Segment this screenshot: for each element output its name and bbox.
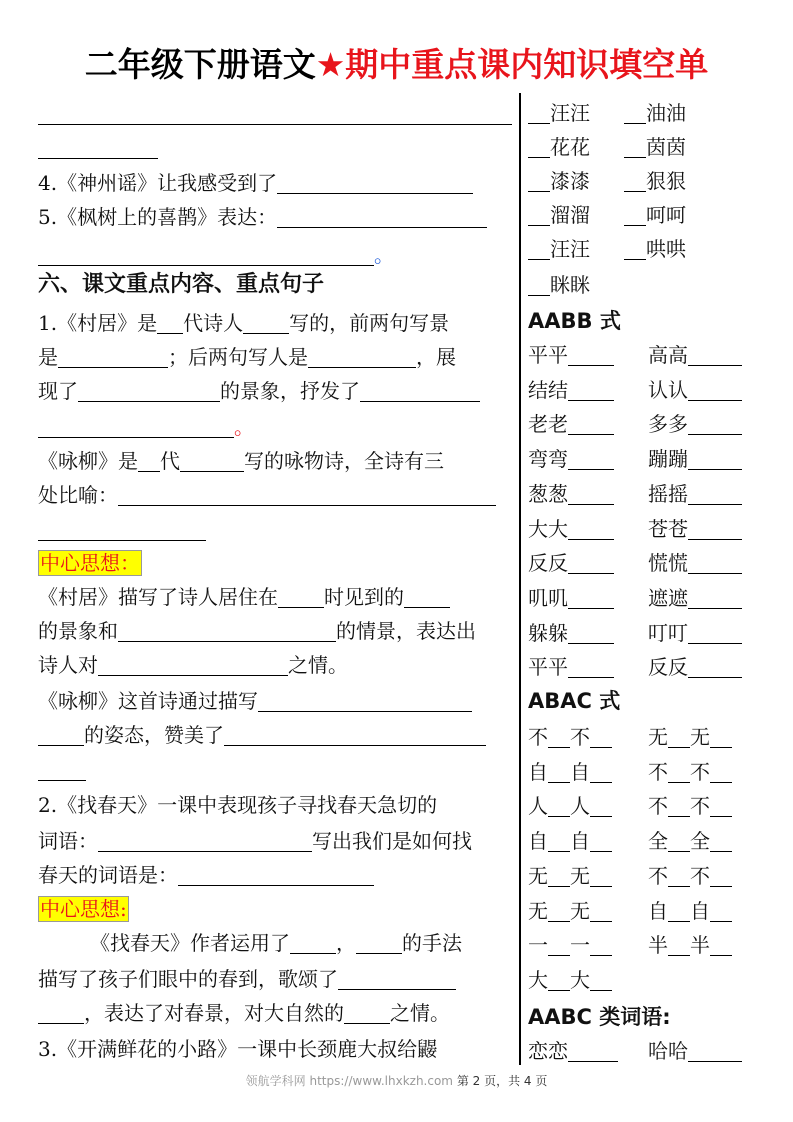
center-1 (38, 580, 450, 614)
blank[interactable] (277, 171, 473, 194)
blank[interactable] (688, 412, 742, 435)
blank[interactable] (668, 864, 690, 887)
blank[interactable] (624, 237, 646, 260)
abac-item (528, 928, 612, 962)
blank[interactable] (590, 760, 612, 783)
blank[interactable] (688, 378, 742, 401)
word: 不 (648, 794, 668, 819)
center-2-line-3 (38, 996, 450, 1030)
blank[interactable] (548, 933, 570, 956)
text: 现了 (38, 379, 78, 403)
section-heading: 六、课文重点内容、重点句子 (38, 272, 325, 297)
word: 自 (528, 759, 548, 784)
word-row (624, 232, 686, 266)
word: 半 (690, 933, 710, 958)
word: 汪汪 (550, 237, 590, 261)
abac-item (648, 859, 732, 893)
question-3: 3.《开满鲜花的小路》一课中长颈鹿大叔给鼹 (38, 1037, 438, 1061)
blank[interactable] (338, 967, 456, 990)
word: 不 (690, 759, 710, 784)
center-idea-highlight: 中心思想: (40, 897, 127, 921)
word: 大大 (528, 516, 568, 541)
sentence-6 (38, 478, 496, 512)
abac-item (528, 894, 612, 928)
blank[interactable] (688, 551, 742, 574)
abac-item (528, 789, 612, 823)
sentence-4 (38, 410, 254, 444)
aabb-item (648, 581, 742, 615)
center-3 (38, 648, 348, 682)
blank[interactable] (243, 311, 289, 334)
text: 的情景，表达出 (336, 619, 476, 643)
blank[interactable] (624, 101, 646, 124)
blank[interactable] (548, 968, 570, 991)
word: 呵呵 (646, 203, 686, 227)
word: 花花 (550, 135, 590, 159)
text: 之情。 (390, 1001, 450, 1025)
word: 反反 (648, 655, 688, 680)
blank[interactable] (38, 415, 234, 438)
blank[interactable] (688, 621, 742, 644)
blank[interactable] (590, 933, 612, 956)
aabb-item (528, 373, 614, 407)
word: 大 (528, 967, 548, 992)
blank[interactable] (278, 585, 324, 608)
aabb-item (528, 477, 614, 511)
center-idea-highlight: 中心思想： (40, 551, 140, 575)
word: 漆漆 (550, 169, 590, 193)
word: 结结 (528, 377, 568, 402)
blank[interactable] (157, 311, 183, 334)
blank[interactable] (568, 412, 614, 435)
question-4-text: 4.《神州谣》让我感受到了 (38, 171, 278, 195)
word: 一 (570, 933, 590, 958)
word-row (624, 96, 686, 130)
word-row (648, 1034, 742, 1068)
blank[interactable] (688, 343, 742, 366)
text: 词语： (38, 829, 98, 853)
word: 无 (528, 863, 548, 888)
blank[interactable] (568, 343, 614, 366)
blank[interactable] (528, 169, 550, 192)
blank[interactable] (710, 794, 732, 817)
aabc-heading: AABC 类词语: (528, 1005, 671, 1029)
word: 一 (528, 933, 548, 958)
text: 写的，前两句写景 (289, 311, 450, 335)
text: ，表达了对春景，对大自然的 (84, 1001, 344, 1025)
blank[interactable] (590, 864, 612, 887)
text: 时见到的 (324, 585, 404, 609)
sentence-5 (38, 444, 444, 478)
word: 自 (570, 829, 590, 854)
page-title (0, 40, 793, 90)
blank[interactable] (688, 1039, 742, 1062)
aabb-item (648, 546, 742, 580)
word: 半 (648, 933, 668, 958)
blank[interactable] (344, 1001, 390, 1024)
text: 1.《村居》是 (38, 311, 158, 335)
abac-item (648, 789, 732, 823)
blank[interactable] (548, 829, 570, 852)
word: 全 (648, 829, 668, 854)
blank[interactable] (528, 203, 550, 226)
blank[interactable] (568, 621, 614, 644)
blank[interactable] (98, 653, 288, 676)
blank[interactable] (568, 551, 614, 574)
text: 的姿态，赞美了 (84, 723, 224, 747)
text: ， (336, 931, 356, 955)
word-row (528, 96, 590, 130)
question-4 (38, 166, 473, 200)
blank[interactable] (356, 931, 402, 954)
blank[interactable] (590, 829, 612, 852)
title-grade: 二年级下册语文 (84, 45, 316, 84)
aabb-item (648, 477, 742, 511)
word: 眯眯 (550, 273, 590, 297)
blank[interactable] (688, 586, 742, 609)
blank[interactable] (710, 829, 732, 852)
word: 叮叮 (648, 620, 688, 645)
text: 《咏柳》这首诗通过描写 (38, 689, 258, 713)
aabb-item (648, 512, 742, 546)
text: 《咏柳》是 (38, 449, 138, 473)
blank[interactable] (590, 899, 612, 922)
text: 是 (38, 345, 58, 369)
word: 摇摇 (648, 481, 688, 506)
text: 写的咏物诗，全诗有三 (244, 449, 444, 473)
word: 葱葱 (528, 481, 568, 506)
blank[interactable] (624, 169, 646, 192)
period: 。 (374, 243, 394, 267)
blank[interactable] (528, 273, 550, 296)
word: 蹦蹦 (648, 447, 688, 472)
blank[interactable] (688, 517, 742, 540)
abac-item (648, 928, 732, 962)
word: 老老 (528, 412, 568, 437)
blank[interactable] (568, 378, 614, 401)
text: 的景象和 (38, 619, 118, 643)
text: 《找春天》作者运用了 (90, 931, 290, 955)
abac-item (648, 720, 732, 754)
word-row (528, 232, 590, 266)
blank[interactable] (308, 345, 416, 368)
blank[interactable] (38, 1001, 84, 1024)
blank[interactable] (528, 135, 550, 158)
center-2 (38, 614, 476, 648)
word: 哄哄 (646, 237, 686, 261)
blank[interactable] (138, 449, 160, 472)
word: 恋恋 (528, 1039, 568, 1063)
text: 的手法 (402, 931, 462, 955)
word: 哈哈 (648, 1039, 688, 1063)
word: 多多 (648, 412, 688, 437)
word-row (528, 130, 590, 164)
blank[interactable] (548, 899, 570, 922)
word: 平平 (528, 343, 568, 367)
blank[interactable] (668, 933, 690, 956)
word: 油油 (646, 101, 686, 125)
blank[interactable] (668, 794, 690, 817)
word-row (528, 164, 590, 198)
abac-item (648, 824, 732, 858)
blank[interactable] (668, 899, 690, 922)
aabb-item (648, 373, 742, 407)
word: 自 (528, 829, 548, 854)
blank[interactable] (38, 723, 84, 746)
blank[interactable] (710, 864, 732, 887)
answer-line (38, 158, 158, 159)
word: 平平 (528, 655, 568, 680)
blank[interactable] (568, 517, 614, 540)
blank[interactable] (568, 1039, 618, 1062)
word: 高高 (648, 343, 688, 367)
blank[interactable] (590, 794, 612, 817)
word: 自 (648, 898, 668, 923)
word: 无 (570, 863, 590, 888)
blank[interactable] (360, 379, 480, 402)
period: 。 (234, 415, 254, 439)
word: 反反 (528, 551, 568, 576)
word: 狠狠 (646, 169, 686, 193)
word: 人 (528, 794, 548, 819)
word: 躲躲 (528, 620, 568, 645)
blank[interactable] (710, 760, 732, 783)
blank[interactable] (590, 725, 612, 748)
blank[interactable] (277, 205, 487, 228)
word: 不 (648, 863, 668, 888)
center-2-line-2 (38, 962, 456, 996)
word: 汪汪 (550, 101, 590, 125)
word-row (624, 198, 686, 232)
blank[interactable] (688, 447, 742, 470)
word: 全 (690, 829, 710, 854)
blank[interactable] (180, 449, 244, 472)
word: 不 (570, 725, 590, 749)
question-5-text: 5.《枫树上的喜鹊》表达： (38, 205, 278, 229)
blank[interactable] (548, 760, 570, 783)
text: 春天的词语是： (38, 863, 178, 887)
sentence-3 (38, 374, 480, 408)
aabb-item (528, 407, 614, 441)
blank[interactable] (710, 899, 732, 922)
answer-line (38, 780, 86, 781)
aabb-item (528, 581, 614, 615)
text: ，展 (416, 345, 456, 369)
answer-line (38, 540, 206, 541)
question-2c (38, 858, 374, 892)
aabb-item (528, 338, 614, 372)
aabb-item (528, 650, 614, 684)
title-main: 期中重点课内知识填空单 (345, 45, 709, 84)
text: 处比喻： (38, 483, 118, 507)
aabb-item (648, 650, 742, 684)
blank[interactable] (38, 243, 374, 266)
blank[interactable] (118, 483, 496, 506)
word: 茵茵 (646, 135, 686, 159)
aabb-item (528, 546, 614, 580)
word: 无 (690, 725, 710, 749)
aabb-item (648, 442, 742, 476)
blank[interactable] (258, 689, 472, 712)
question-5-continued (38, 238, 394, 272)
word-row (528, 198, 590, 232)
word: 不 (528, 725, 548, 749)
abac-item (528, 755, 612, 789)
text: ；后两句写人是 (168, 345, 308, 369)
aabb-item (528, 512, 614, 546)
blank[interactable] (668, 760, 690, 783)
blank[interactable] (568, 655, 614, 678)
answer-line (38, 124, 512, 125)
aabb-heading: AABB 式 (528, 309, 621, 333)
question-5 (38, 200, 487, 234)
blank[interactable] (290, 931, 336, 954)
word: 慌慌 (648, 551, 688, 576)
center-idea-label (38, 546, 142, 580)
word-row (528, 1034, 618, 1068)
blank[interactable] (528, 237, 550, 260)
blank[interactable] (58, 345, 168, 368)
word: 认认 (648, 377, 688, 402)
word: 溜溜 (550, 203, 590, 227)
abac-item (528, 859, 612, 893)
blank[interactable] (710, 725, 732, 748)
blank[interactable] (568, 586, 614, 609)
word: 不 (648, 759, 668, 784)
blank[interactable] (688, 655, 742, 678)
text: 写出我们是如何找 (312, 829, 472, 853)
word-row (624, 164, 686, 198)
blank[interactable] (710, 933, 732, 956)
question-2b (38, 824, 472, 858)
word: 无 (648, 725, 668, 749)
star-icon: ★ (315, 45, 346, 84)
footer (0, 1072, 793, 1089)
blank[interactable] (548, 864, 570, 887)
word-row (624, 130, 686, 164)
center-2-line-1 (90, 926, 462, 960)
blank[interactable] (590, 968, 612, 991)
abac-item (528, 720, 612, 754)
word: 自 (570, 759, 590, 784)
aabb-item (648, 407, 742, 441)
blank[interactable] (668, 829, 690, 852)
word: 大 (570, 967, 590, 992)
blank[interactable] (624, 135, 646, 158)
blank[interactable] (568, 447, 614, 470)
aabb-item (528, 442, 614, 476)
abac-item (528, 963, 612, 997)
text: 代 (160, 449, 180, 473)
blank[interactable] (224, 723, 486, 746)
question-2a: 2.《找春天》一课中表现孩子寻找春天急切的 (38, 793, 438, 817)
word-row (528, 268, 590, 302)
word: 人 (570, 794, 590, 819)
word: 无 (570, 898, 590, 923)
blank[interactable] (568, 482, 614, 505)
aabb-item (648, 338, 742, 372)
blank[interactable] (688, 482, 742, 505)
abac-item (528, 824, 612, 858)
center-5 (38, 718, 486, 752)
word: 遮遮 (648, 585, 688, 610)
abac-heading: ABAC 式 (528, 689, 621, 713)
word: 叽叽 (528, 585, 568, 610)
word: 苍苍 (648, 516, 688, 541)
word: 不 (690, 863, 710, 888)
sentence-2 (38, 340, 456, 374)
word: 自 (690, 898, 710, 923)
aabb-item (528, 616, 614, 650)
blank[interactable] (548, 794, 570, 817)
blank[interactable] (624, 203, 646, 226)
blank[interactable] (118, 619, 336, 642)
abac-item (648, 894, 732, 928)
column-divider (519, 93, 521, 1065)
blank[interactable] (78, 379, 220, 402)
blank[interactable] (178, 863, 374, 886)
text: 《村居》描写了诗人居住在 (38, 585, 278, 609)
footer-site: 领航学科网 (245, 1074, 306, 1088)
blank[interactable] (98, 829, 312, 852)
word: 不 (690, 794, 710, 819)
text: 的景象，抒发了 (220, 379, 360, 403)
center-4 (38, 684, 472, 718)
text: 之情。 (288, 653, 348, 677)
blank[interactable] (404, 585, 450, 608)
blank[interactable] (668, 725, 690, 748)
text: 诗人对 (38, 653, 98, 677)
word: 无 (528, 898, 548, 923)
word: 弯弯 (528, 447, 568, 472)
text: 代诗人 (183, 311, 244, 335)
footer-url: https://www.lhxkzh.com (309, 1074, 453, 1088)
aabb-item (648, 616, 742, 650)
blank[interactable] (528, 101, 550, 124)
page-number: 第 2 页，共 4 页 (456, 1074, 548, 1088)
abac-item (648, 755, 732, 789)
center-idea-label-2 (38, 892, 129, 926)
text: 描写了孩子们眼中的春到，歌颂了 (38, 967, 338, 991)
blank[interactable] (548, 725, 570, 748)
sentence-1 (38, 306, 449, 340)
